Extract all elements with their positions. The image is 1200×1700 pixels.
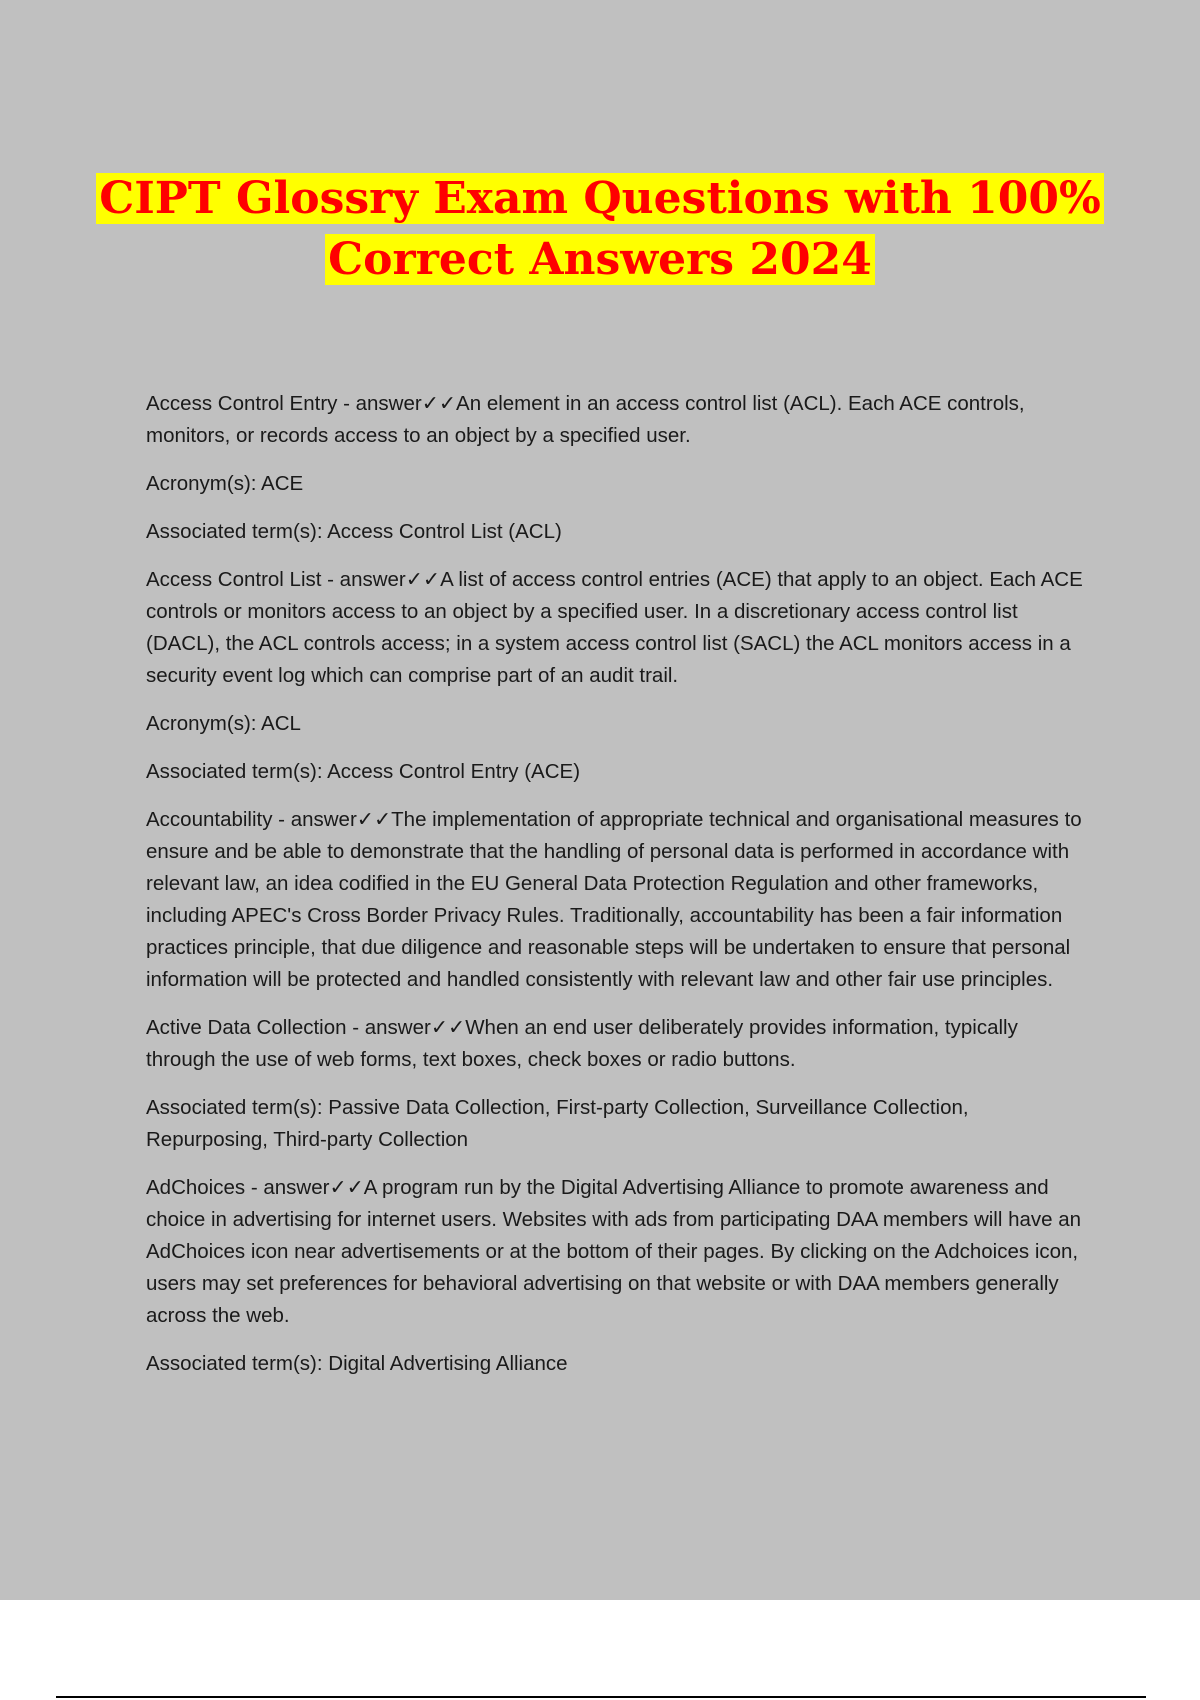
glossary-paragraph: AdChoices - answer✓✓A program run by the Digital Advertising Alliance to promote awareness and choice in advertising for internet users. Websites with ads from participating DAA members will have an AdChoices icon near advertisements or at the bottom of their pages. By clicking on the Adchoices icon, users may set preferences for behavioral advertising on that website or with DAA members generally across the web. [146,1176,1082,1327]
glossary-paragraph: Associated term(s): Passive Data Collection, First-party Collection, Surveillance Collection, Repurposing, Third-party Collection [146,1096,969,1151]
glossary-content [146,388,1091,1396]
glossary-paragraph: Accountability - answer✓✓The implementation of appropriate technical and organisational measures to ensure and be able to demonstrate that the handling of personal data is performed in accordance with relevant law, an idea codified in the EU General Data Protection Regulation and other frameworks, including APEC's Cross Border Privacy Rules. Traditionally, accountability has been a fair information practices principle, that due diligence and reasonable steps will be undertaken to ensure that personal information will be protected and handled consistently with relevant law and other fair use principles. [146,808,1082,991]
title-line-2: Correct Answers 2024 [325,234,875,285]
title-line-1: CIPT Glossry Exam Questions with 100% [96,173,1104,224]
glossary-paragraph: Access Control Entry - answer✓✓An element in an access control list (ACL). Each ACE controls, monitors, or records access to an object by a specified user. [146,392,1025,447]
glossary-paragraph: Associated term(s): Digital Advertising Alliance [146,1352,568,1375]
page-divider [56,1696,1146,1698]
glossary-paragraph: Active Data Collection - answer✓✓When an end user deliberately provides information, typically through the use of web forms, text boxes, check boxes or radio buttons. [146,1016,1018,1071]
glossary-paragraph: Associated term(s): Access Control List (ACL) [146,520,562,543]
glossary-paragraph: Access Control List - answer✓✓A list of access control entries (ACE) that apply to an object. Each ACE controls or monitors access to an object by a specified user. In a discretionary access control list (DACL), the ACL controls access; in a system access control list (SACL) the ACL monitors access in a security event log which can comprise part of an audit trail. [146,568,1083,687]
document-title [0,168,1200,290]
glossary-paragraph: Acronym(s): ACL [146,712,301,735]
glossary-paragraph: Acronym(s): ACE [146,472,304,495]
glossary-paragraph: Associated term(s): Access Control Entry (ACE) [146,760,581,783]
